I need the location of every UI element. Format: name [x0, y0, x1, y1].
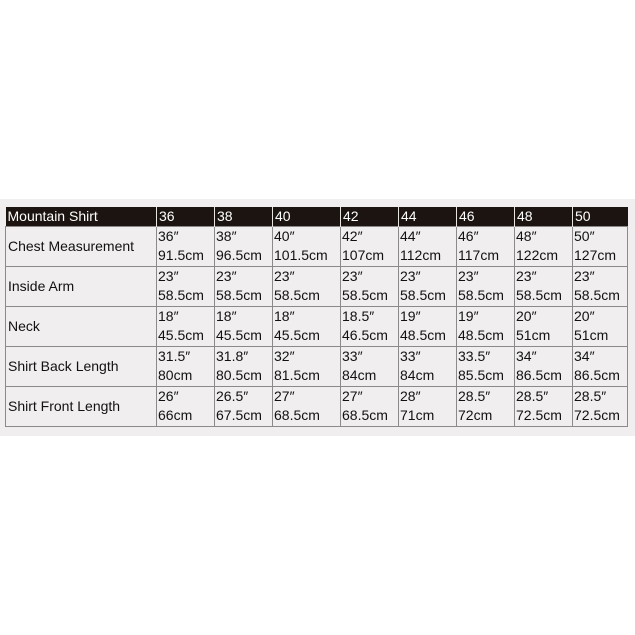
measurement-cell	[215, 386, 273, 426]
imperial-value: 18″	[216, 308, 237, 324]
measurement-cell	[573, 386, 628, 426]
measurement-cell	[215, 306, 273, 346]
metric-value: 51cm	[516, 327, 551, 343]
imperial-value: 26″	[158, 388, 179, 404]
metric-value: 45.5cm	[216, 327, 262, 343]
measurement-cell	[573, 266, 628, 306]
imperial-value: 23″	[458, 268, 479, 284]
measurement-cell	[399, 346, 457, 386]
measurement-cell	[515, 386, 573, 426]
imperial-value: 31.5″	[158, 348, 191, 364]
metric-value: 72.5cm	[574, 407, 620, 423]
imperial-value: 34″	[574, 348, 595, 364]
measurement-cell	[573, 226, 628, 266]
imperial-value: 28″	[400, 388, 421, 404]
metric-value: 80cm	[158, 367, 193, 383]
size-header: 40	[273, 207, 341, 226]
metric-value: 58.5cm	[516, 287, 562, 303]
imperial-value: 46″	[458, 228, 479, 244]
table-row	[6, 306, 628, 346]
size-header: 38	[215, 207, 273, 226]
measurement-cell	[273, 306, 341, 346]
imperial-value: 38″	[216, 228, 237, 244]
imperial-value: 23″	[574, 268, 595, 284]
metric-value: 58.5cm	[458, 287, 504, 303]
imperial-value: 20″	[574, 308, 595, 324]
measurement-cell	[341, 306, 399, 346]
imperial-value: 34″	[516, 348, 537, 364]
metric-value: 66cm	[158, 407, 193, 423]
imperial-value: 42″	[342, 228, 363, 244]
measurement-cell	[457, 266, 515, 306]
metric-value: 51cm	[574, 327, 609, 343]
imperial-value: 19″	[458, 308, 479, 324]
imperial-value: 33″	[342, 348, 363, 364]
measurement-cell	[399, 306, 457, 346]
metric-value: 58.5cm	[342, 287, 388, 303]
metric-value: 84cm	[400, 367, 435, 383]
metric-value: 107cm	[342, 247, 385, 263]
imperial-value: 27″	[274, 388, 295, 404]
measurement-cell	[341, 386, 399, 426]
imperial-value: 44″	[400, 228, 421, 244]
measurement-cell	[215, 266, 273, 306]
imperial-value: 32″	[274, 348, 295, 364]
row-label: Shirt Back Length	[6, 346, 157, 386]
metric-value: 45.5cm	[274, 327, 320, 343]
imperial-value: 27″	[342, 388, 363, 404]
header-row	[6, 207, 628, 226]
measurement-cell	[157, 346, 215, 386]
row-label: Inside Arm	[6, 266, 157, 306]
measurement-cell	[457, 386, 515, 426]
row-label: Chest Measurement	[6, 226, 157, 266]
measurement-cell	[457, 346, 515, 386]
metric-value: 117cm	[458, 247, 499, 263]
metric-value: 122cm	[516, 247, 559, 263]
table-row	[6, 266, 628, 306]
size-chart	[0, 199, 635, 436]
size-header: 50	[573, 207, 628, 226]
metric-value: 58.5cm	[274, 287, 320, 303]
metric-value: 68.5cm	[342, 407, 388, 423]
metric-value: 68.5cm	[274, 407, 320, 423]
size-table	[5, 207, 628, 427]
measurement-cell	[273, 226, 341, 266]
imperial-value: 28.5″	[574, 388, 607, 404]
imperial-value: 48″	[516, 228, 537, 244]
measurement-cell	[273, 266, 341, 306]
row-label: Neck	[6, 306, 157, 346]
metric-value: 91.5cm	[158, 247, 204, 263]
measurement-cell	[457, 306, 515, 346]
measurement-cell	[515, 306, 573, 346]
size-header: 44	[399, 207, 457, 226]
imperial-value: 20″	[516, 308, 537, 324]
metric-value: 58.5cm	[400, 287, 446, 303]
metric-value: 101.5cm	[274, 247, 328, 263]
metric-value: 127cm	[574, 247, 617, 263]
metric-value: 72.5cm	[516, 407, 562, 423]
metric-value: 46.5cm	[342, 327, 388, 343]
imperial-value: 23″	[158, 268, 179, 284]
imperial-value: 23″	[400, 268, 421, 284]
metric-value: 80.5cm	[216, 367, 262, 383]
metric-value: 45.5cm	[158, 327, 204, 343]
imperial-value: 23″	[216, 268, 237, 284]
metric-value: 112cm	[400, 247, 441, 263]
metric-value: 58.5cm	[158, 287, 204, 303]
metric-value: 48.5cm	[458, 327, 504, 343]
measurement-cell	[341, 346, 399, 386]
metric-value: 86.5cm	[574, 367, 620, 383]
imperial-value: 23″	[516, 268, 537, 284]
measurement-cell	[273, 346, 341, 386]
row-label: Shirt Front Length	[6, 386, 157, 426]
measurement-cell	[157, 386, 215, 426]
measurement-cell	[341, 266, 399, 306]
measurement-cell	[157, 226, 215, 266]
measurement-cell	[457, 226, 515, 266]
imperial-value: 23″	[274, 268, 295, 284]
metric-value: 96.5cm	[216, 247, 262, 263]
imperial-value: 18″	[158, 308, 179, 324]
size-header: 48	[515, 207, 573, 226]
measurement-cell	[399, 386, 457, 426]
imperial-value: 31.8″	[216, 348, 249, 364]
imperial-value: 50″	[574, 228, 595, 244]
metric-value: 48.5cm	[400, 327, 446, 343]
size-header: 46	[457, 207, 515, 226]
imperial-value: 26.5″	[216, 388, 249, 404]
table-row	[6, 386, 628, 426]
imperial-value: 19″	[400, 308, 421, 324]
measurement-cell	[273, 386, 341, 426]
metric-value: 81.5cm	[274, 367, 320, 383]
metric-value: 58.5cm	[216, 287, 262, 303]
size-header: 42	[341, 207, 399, 226]
measurement-cell	[515, 266, 573, 306]
metric-value: 86.5cm	[516, 367, 562, 383]
metric-value: 85.5cm	[458, 367, 504, 383]
imperial-value: 23″	[342, 268, 363, 284]
imperial-value: 18.5″	[342, 308, 375, 324]
measurement-cell	[515, 346, 573, 386]
imperial-value: 18″	[274, 308, 295, 324]
imperial-value: 28.5″	[458, 388, 491, 404]
size-header: 36	[157, 207, 215, 226]
metric-value: 84cm	[342, 367, 377, 383]
imperial-value: 40″	[274, 228, 295, 244]
measurement-cell	[341, 226, 399, 266]
table-row	[6, 226, 628, 266]
metric-value: 72cm	[458, 407, 493, 423]
measurement-cell	[399, 266, 457, 306]
corner-header: Mountain Shirt	[7, 208, 98, 225]
measurement-cell	[573, 306, 628, 346]
imperial-value: 33″	[400, 348, 421, 364]
metric-value: 71cm	[400, 407, 435, 423]
metric-value: 58.5cm	[574, 287, 620, 303]
table-row	[6, 346, 628, 386]
measurement-cell	[573, 346, 628, 386]
measurement-cell	[215, 226, 273, 266]
metric-value: 67.5cm	[216, 407, 262, 423]
measurement-cell	[399, 226, 457, 266]
imperial-value: 28.5″	[516, 388, 549, 404]
measurement-cell	[157, 266, 215, 306]
measurement-cell	[515, 226, 573, 266]
imperial-value: 33.5″	[458, 348, 491, 364]
measurement-cell	[157, 306, 215, 346]
measurement-cell	[215, 346, 273, 386]
imperial-value: 36″	[158, 228, 179, 244]
